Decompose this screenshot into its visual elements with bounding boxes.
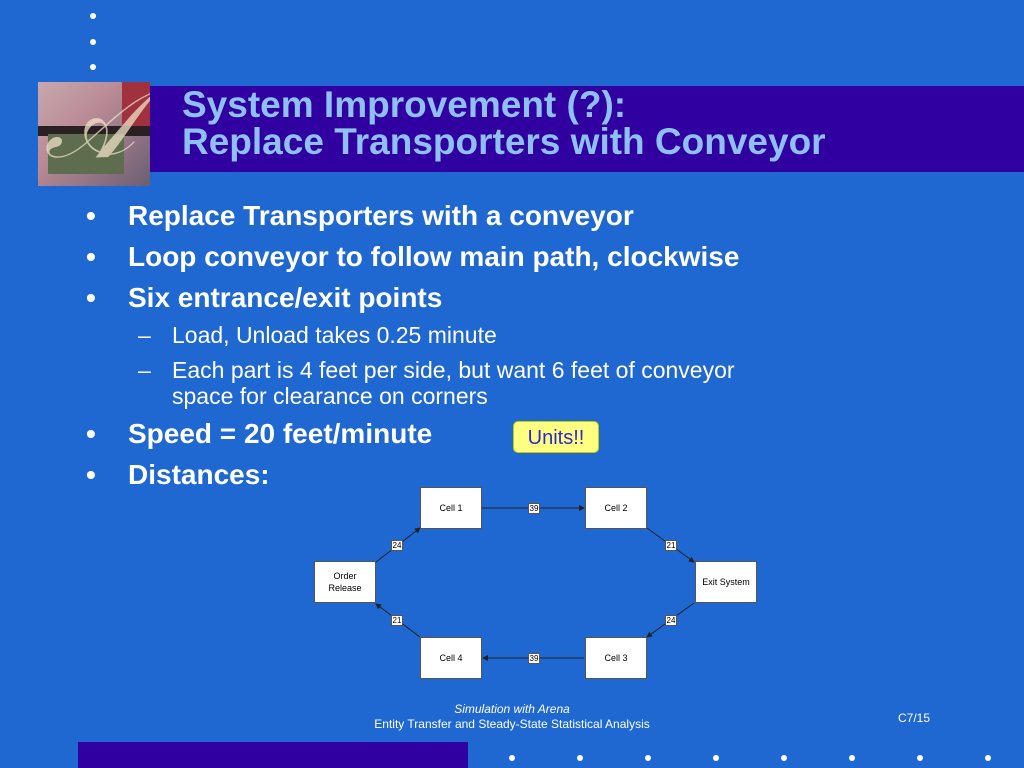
node-order-release-line2: Release [328,583,362,593]
footer-chapter: Entity Transfer and Steady-State Statistical Analysis [374,717,650,731]
node-cell-1: Cell 1 [420,487,482,529]
edge-label-cell3-cell4: 39 [529,654,539,663]
units-callout: Units!! [513,421,599,453]
bullet-text: Speed = 20 feet/minute [128,418,433,449]
node-order-release-line1: Order [333,571,357,581]
title-line-1: System Improvement (?): [182,84,627,125]
deco-dot [577,755,583,761]
edge-label-exit-cell3: 24 [666,616,676,625]
node-order-release [314,561,376,603]
node-exit-system: Exit System [695,561,757,603]
sub-bullet-text: space for clearance on corners [172,383,488,409]
deco-dot [781,755,787,761]
deco-dot [645,755,651,761]
bullet-text: Replace Transporters with a conveyor [128,200,634,231]
sub-bullet-text: Each part is 4 feet per side, but want 6 feet of conveyor [172,357,735,383]
footer [0,702,1024,732]
deco-dot [917,755,923,761]
deco-dot [985,755,991,761]
bullet-marker: • [86,200,96,231]
sub-bullet-marker: – [138,322,151,348]
bullet-marker: • [86,282,96,313]
node-cell-4: Cell 4 [420,637,482,679]
deco-dot [509,755,515,761]
title-line-2: Replace Transporters with Conveyor [182,121,826,162]
deco-dot [713,755,719,761]
edge-label-cell2-exit: 21 [666,541,676,550]
bullet-text: Loop conveyor to follow main path, clockwise [128,241,740,272]
bullet-text: Six entrance/exit points [128,282,443,313]
edge-label-cell1-cell2: 39 [529,504,539,513]
bottom-band [78,742,468,768]
edge-label-cell4-order: 21 [392,616,402,625]
logo-image: 𝒜 [38,82,150,186]
bullet-marker: • [86,459,96,490]
deco-dot [849,755,855,761]
page-number: C7/15 [898,711,931,725]
sub-bullet-text: Load, Unload takes 0.25 minute [172,322,497,348]
node-cell-3: Cell 3 [585,637,647,679]
bullet-text: Distances: [128,459,270,490]
node-cell-2: Cell 2 [585,487,647,529]
footer-course: Simulation with Arena [454,702,570,716]
bullet-marker: • [86,418,96,449]
sub-bullet-marker: – [138,357,151,383]
edge-label-order-cell1: 24 [392,541,402,550]
bullet-marker: • [86,241,96,272]
